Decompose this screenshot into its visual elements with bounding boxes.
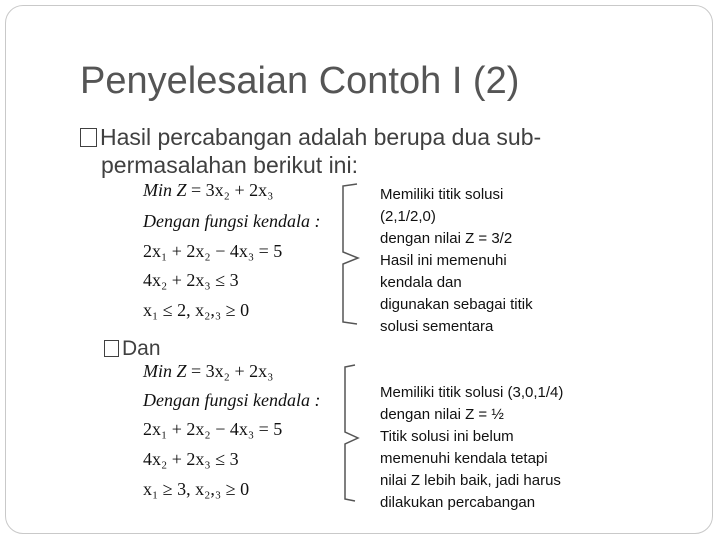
note-1-line: (2,1/2,0) [380,208,436,225]
note-2-line: Titik solusi ini belum [380,428,514,445]
bullet-1-continuation: permasalahan berikut ini: [101,152,358,178]
bullet-2-label: Dan [122,337,161,360]
note-1-line: solusi sementara [380,318,494,335]
bullet-1-line-1: Hasil percabangan adalah berupa dua sub- [100,124,542,150]
objective-expression: = 3x₂ + 2x₃ [191,180,274,200]
note-1 [380,184,533,338]
note-2-line: dilakukan percabangan [380,494,536,511]
note-1-line: Hasil ini memenuhi [380,252,507,269]
note-2 [380,382,563,514]
problem-2-constraint-1: 2x₁ + 2x₂ − 4x₃ = 5 [143,419,283,439]
objective-expression: = 3x₂ + 2x₃ [191,361,274,381]
note-2-line: Memiliki titik solusi (3,0,1/4) [380,384,564,401]
note-1-line: kendala dan [380,274,462,291]
objective-label: Min Z [143,180,187,200]
problem-2-constraints-label: Dengan fungsi kendala : [143,390,321,410]
problem-1-constraint-3: x₁ ≤ 2, x₂,₃ ≥ 0 [143,300,250,320]
note-2-line: dengan nilai Z = ½ [380,406,504,423]
page-title: Penyelesaian Contoh I (2) [80,60,520,102]
problem-2-constraint-3: x₁ ≥ 3, x₂,₃ ≥ 0 [143,479,250,499]
brace-1 [343,184,358,324]
note-2-line: memenuhi kendala tetapi [380,450,548,467]
brace-2 [345,365,358,501]
problem-1-constraint-2: 4x₂ + 2x₃ ≤ 3 [143,270,239,290]
note-1-line: digunakan sebagai titik [380,296,533,313]
problem-1-constraints-label: Dengan fungsi kendala : [143,211,321,231]
note-2-line: nilai Z lebih baik, jadi harus [380,472,561,489]
note-1-line: Memiliki titik solusi [380,186,504,203]
problem-2-constraint-2: 4x₂ + 2x₃ ≤ 3 [143,449,239,469]
problem-1-constraint-1: 2x₁ + 2x₂ − 4x₃ = 5 [143,241,283,261]
note-1-line: dengan nilai Z = 3/2 [380,230,513,247]
objective-label: Min Z [143,361,187,381]
